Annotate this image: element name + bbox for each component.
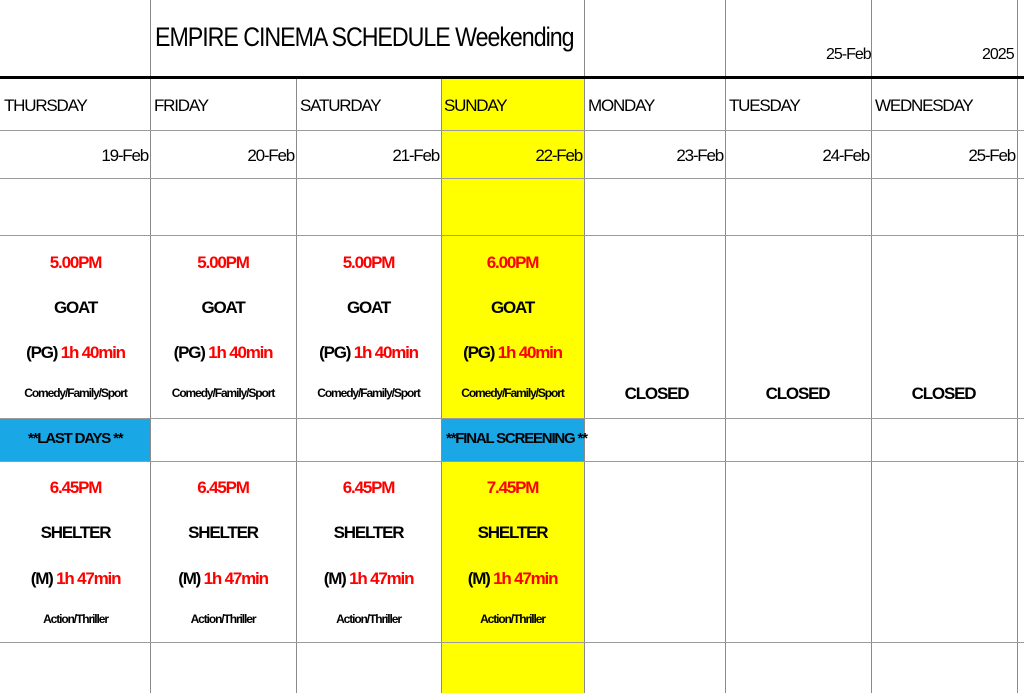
grid-line xyxy=(0,461,1024,462)
day-date-thursday: 19-Feb xyxy=(101,146,148,165)
screening-time-shelter-friday: 6.45PM xyxy=(197,478,249,497)
movie-rating-shelter-saturday xyxy=(296,569,441,589)
rating-label: (M) xyxy=(30,569,53,588)
rating-label: (PG) xyxy=(173,343,205,362)
movie-rating-shelter-sunday xyxy=(441,569,584,589)
movie-rating-goat-sunday xyxy=(441,343,584,363)
movie-rating-goat-thursday xyxy=(1,343,150,363)
grid-line xyxy=(0,178,1024,179)
movie-genre-goat-sunday: Comedy/Family/Sport xyxy=(461,386,564,400)
screening-time-shelter-thursday: 6.45PM xyxy=(49,478,102,497)
day-name-sunday: SUNDAY xyxy=(444,96,507,115)
rating-label: (M) xyxy=(323,569,346,588)
day-name-tuesday: TUESDAY xyxy=(729,96,800,115)
movie-title-shelter-thursday: SHELTER xyxy=(40,523,111,542)
day-date-sunday: 22-Feb xyxy=(535,146,582,165)
duration-label: 1h 40min xyxy=(497,343,562,362)
last-days-banner: **LAST DAYS ** xyxy=(28,430,123,447)
day-date-saturday: 21-Feb xyxy=(392,146,439,165)
movie-title-shelter-friday: SHELTER xyxy=(188,523,258,542)
day-name-friday: FRIDAY xyxy=(154,96,208,115)
closed-wednesday: CLOSED xyxy=(911,384,976,403)
header-divider xyxy=(0,76,1024,79)
week-date: 25-Feb xyxy=(826,46,871,63)
day-name-wednesday: WEDNESDAY xyxy=(875,96,973,115)
rating-label: (M) xyxy=(178,569,201,588)
movie-genre-shelter-thursday: Action/Thriller xyxy=(43,612,108,626)
grid-line xyxy=(1017,0,1018,693)
duration-label: 1h 40min xyxy=(60,343,125,362)
grid-line xyxy=(725,0,726,693)
rating-label: (M) xyxy=(467,569,490,588)
rating-label: (PG) xyxy=(463,343,495,362)
screening-time-goat-saturday: 5.00PM xyxy=(342,253,395,272)
day-name-thursday: THURSDAY xyxy=(4,96,87,115)
grid-line xyxy=(871,0,872,693)
movie-rating-goat-friday xyxy=(150,343,296,363)
movie-title-shelter-sunday: SHELTER xyxy=(477,523,548,542)
closed-tuesday: CLOSED xyxy=(765,384,830,403)
screening-time-shelter-sunday: 7.45PM xyxy=(486,478,539,497)
movie-rating-goat-saturday xyxy=(296,343,441,363)
closed-monday: CLOSED xyxy=(624,384,689,403)
movie-title-goat-saturday: GOAT xyxy=(346,298,391,317)
day-date-tuesday: 24-Feb xyxy=(822,146,869,165)
day-name-saturday: SATURDAY xyxy=(300,96,381,115)
day-date-monday: 23-Feb xyxy=(676,146,723,165)
movie-genre-shelter-friday: Action/Thriller xyxy=(190,612,256,626)
rating-label: (PG) xyxy=(26,343,58,362)
day-date-wednesday: 25-Feb xyxy=(968,146,1015,165)
screening-time-goat-sunday: 6.00PM xyxy=(486,253,539,272)
duration-label: 1h 40min xyxy=(208,343,273,362)
movie-rating-shelter-thursday xyxy=(1,569,150,589)
duration-label: 1h 47min xyxy=(349,569,414,588)
grid-line xyxy=(584,0,585,693)
movie-title-goat-sunday: GOAT xyxy=(490,298,535,317)
day-date-friday: 20-Feb xyxy=(247,146,294,165)
duration-label: 1h 40min xyxy=(353,343,418,362)
movie-genre-goat-friday: Comedy/Family/Sport xyxy=(171,386,275,400)
grid-line xyxy=(0,130,1024,131)
final-screening-banner: **FINAL SCREENING ** xyxy=(446,430,587,447)
screening-time-shelter-saturday: 6.45PM xyxy=(342,478,395,497)
year: 2025 xyxy=(982,46,1014,63)
movie-rating-shelter-friday xyxy=(150,569,296,589)
grid-line xyxy=(0,235,1024,236)
movie-title-shelter-saturday: SHELTER xyxy=(333,523,404,542)
duration-label: 1h 47min xyxy=(203,569,268,588)
day-name-monday: MONDAY xyxy=(588,96,655,115)
screening-time-goat-friday: 5.00PM xyxy=(197,253,249,272)
movie-title-goat-friday: GOAT xyxy=(201,298,245,317)
movie-title-goat-thursday: GOAT xyxy=(53,298,98,317)
screening-time-goat-thursday: 5.00PM xyxy=(49,253,102,272)
movie-genre-goat-saturday: Comedy/Family/Sport xyxy=(317,386,420,400)
duration-label: 1h 47min xyxy=(56,569,121,588)
movie-genre-shelter-saturday: Action/Thriller xyxy=(336,612,401,626)
movie-genre-goat-thursday: Comedy/Family/Sport xyxy=(24,386,127,400)
movie-genre-shelter-sunday: Action/Thriller xyxy=(480,612,545,626)
schedule-title: EMPIRE CINEMA SCHEDULE Weekending xyxy=(155,22,574,52)
rating-label: (PG) xyxy=(319,343,351,362)
duration-label: 1h 47min xyxy=(493,569,558,588)
grid-line xyxy=(0,418,1024,419)
grid-line xyxy=(0,642,1024,643)
